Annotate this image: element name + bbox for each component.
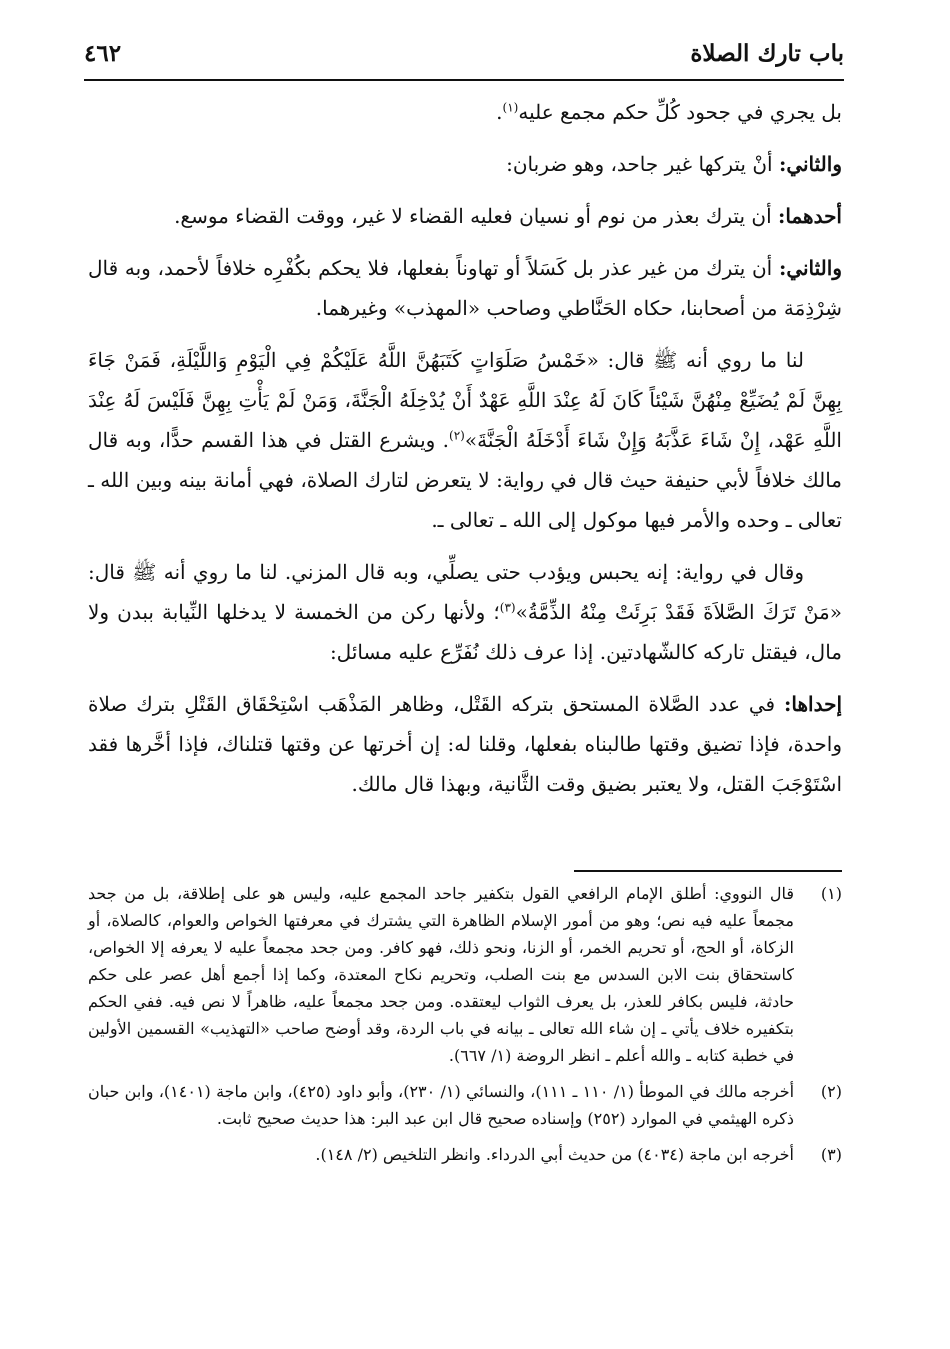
- page-number: ٤٦٢: [84, 39, 122, 67]
- paragraph: بل يجري في جحود كُلِّ حكم مجمع عليه$^{(١)}$.: [496, 100, 842, 124]
- footnote-number: (٢): [820, 1082, 842, 1101]
- paragraph: لنا ما روي أنه ﷺ قال: «خَمْسُ صَلَوَاتٍ كَتَبَهُنَّ اللَّهُ عَلَيْكُمْ فِي الْيَوْمِ وَاللَّيْلَةِ، فَمَنْ جَاءَ بِهِنَّ لَمْ يُضَيِّعْ مِنْهُنَّ شَيْئاً كَانَ لَهُ عِنْدَ اللَّهِ عَهْدٌ أَنْ يُدْخِلَهُ الْجَنَّةَ، وَمَنْ لَمْ يَأْتِ بِهِنَّ فَلَيْسَ لَهُ عِنْدَ اللَّهِ عَهْد، إِنْ شَاءَ عَذَّبَهُ وَإِنْ شَاءَ أَدْخَلَهُ الْجَنَّةَ»$^{(٢)}$. ويشرع القتل في هذا القسم حدًّا، وبه قال مالك خلافاً لأبي حنيفة حيث قال في رواية: لا يتعرض لتارك الصلاة، فهي أمانة بينه وبين الله ـ تعالى ـ وحده والأمر فيها موكول إلى الله ـ تعالى ـ.: [88, 348, 842, 532]
- footnote: [88, 880, 842, 1069]
- paragraph: والثاني: أن يترك من غير عذر بل كَسَلاً أو تهاوناً بفعلها، فلا يحكم بكُفْرِه خلافاً لأحمد، وبه قال شِرْذِمَة من أصحابنا، حكاه الحَنَّاطي وصاحب «المهذب» وغيرهما.: [88, 256, 842, 320]
- footnote-text: أخرجه مالك في الموطأ (١/ ١١٠ ـ ١١١)، والنسائي (١/ ٢٣٠)، وأبو داود (٤٢٥)، وابن ماجة (١٤٠١)، وابن حبان ذكره الهيثمي في الموارد (٢٥٢) وإسناده صحيح قال ابن عبد البر: هذا حديث صحيح ثابت.: [88, 1082, 795, 1128]
- footnote-ref: (١): [502, 100, 519, 115]
- footnote-text: أخرجه ابن ماجة (٤٠٣٤) من حديث أبي الدرداء. وانظر التلخيص (٢/ ١٤٨).: [315, 1145, 794, 1164]
- footnote-ref: (٢): [449, 428, 465, 443]
- footnote-divider: [574, 870, 842, 872]
- paragraph: والثاني: أنْ يتركها غير جاحد، وهو ضربان:: [506, 152, 842, 176]
- header-divider: [84, 79, 844, 81]
- footnotes: [88, 880, 842, 1177]
- footnote: [88, 1078, 842, 1132]
- paragraph: أحدهما: أن يترك بعذر من نوم أو نسيان فعليه القضاء لا غير، ووقت القضاء موسع.: [174, 204, 842, 228]
- main-text: [88, 92, 842, 816]
- page-header: [84, 30, 844, 76]
- footnote-ref: (٣): [499, 600, 516, 615]
- footnote: [88, 1141, 842, 1168]
- paragraph: وقال في رواية: إنه يحبس ويؤدب حتى يصلِّي، وبه قال المزني. لنا ما روي أنه ﷺ قال: «مَنْ تَرَكَ الصَّلاَةَ فَقَدْ بَرِئَتْ مِنْهُ الذِّمَّةُ»$^{(٣)}$؛ ولأنها ركن من الخمسة لا يدخلها النِّيابة ببدن ولا مال، فيقتل تاركه كالشّهادتين. إذا عرف ذلك نُفَرِّع عليه مسائل:: [88, 560, 842, 664]
- chapter-title: باب تارك الصلاة: [690, 39, 844, 67]
- paragraph: إحداها: في عدد الصَّلاة المستحق بتركه القَتْل، وظاهر المَذْهَب اسْتِحْقَاق القَتْلِ بترك صلاة واحدة، فإذا تضيق وقتها طالبناه بفعلها، وقلنا له: إن أخرتها عن وقتها قتلناك، فإذا أخَّرها فقد اسْتَوْجَبَ القتل، ولا يعتبر بضيق وقت الثَّانية، وبهذا قال مالك.: [88, 692, 842, 796]
- footnote-number: (١): [820, 884, 842, 903]
- footnote-number: (٣): [820, 1145, 842, 1164]
- footnote-text: قال النووي: أطلق الإمام الرافعي القول بتكفير جاحد المجمع عليه، وليس هو على إطلاقة، بل من جحد مجمعاً عليه فيه نص؛ وهو من أمور الإسلام الظاهرة التي يشترك في معرفتها الخواص والعوام، كالصلاة، أو الزكاة، أو الحج، أو تحريم الخمر، أو الزنا، ونحو ذلك، فهو كافر. ومن جحد مجمعاً عليه لا يعرفه إلا الخواص، كاستحقاق بنت الابن السدس مع بنت الصلب، وتحريم نكاح المعتدة، وكما إذا أجمع أهل عصر على حكم حادثة، فليس بكافر للعذر، بل يعرف الثواب ليعتقده. ومن جحد مجمعاً عليه، ظاهراً لا نص فيه. ففي الحكم بتكفيره خلاف يأتي ـ إن شاء الله تعالى ـ بيانه في باب الردة، وقد أوضح صاحب «التهذيب» القسمين الأولين في خطبة كتابه ـ والله أعلم ـ انظر الروضة (١/ ٦٦٧).: [88, 884, 795, 1065]
